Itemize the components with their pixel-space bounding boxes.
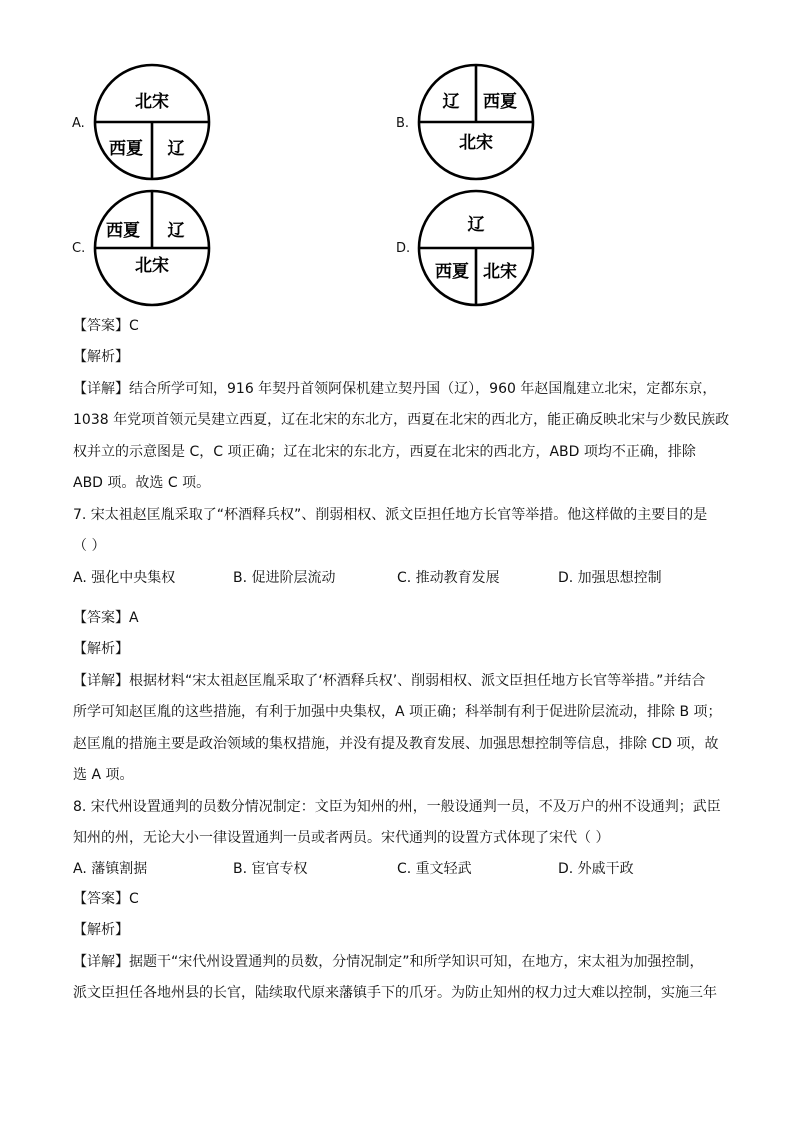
q8-detail-line-2: 派文臣担任各地州县的长官，陆续取代原来藩镇手下的爪牙。为防止知州的权力过大难以控制，实施三年 — [73, 985, 717, 1001]
option-a-letter: A. — [72, 116, 85, 131]
option-c-top-left-label: 西夏 — [106, 221, 140, 241]
option-d-bottom-right-label: 北宋 — [483, 262, 517, 282]
q6-detail-line-1: 【详解】结合所学可知，916 年契丹首领阿保机建立契丹国（辽），960 年赵国胤建立北宋，定都东京， — [73, 381, 717, 397]
q7-question-line-1: 7. 宋太祖赵匡胤采取了“杯酒释兵权”、削弱相权、派文臣担任地方长官等举措。他这样做的主要目的是 — [73, 507, 708, 523]
option-c-letter: C. — [72, 241, 86, 256]
option-b-top-left-label: 辽 — [442, 92, 460, 112]
q7-question-line-2: （ ） — [73, 538, 106, 554]
q6-detail-line-4: ABD 项。故选 C 项。 — [73, 475, 211, 491]
q7-option-b: B. 促进阶层流动 — [233, 570, 336, 586]
option-d-top-label: 辽 — [467, 215, 485, 235]
option-b-bottom-label: 北宋 — [459, 133, 493, 153]
q6-detail-line-3: 权并立的示意图是 C，C 项正确；辽在北宋的东北方，西夏在北宋的西北方，ABD 项均不正确，排除 — [73, 444, 696, 460]
q7-detail-line-2: 所学可知赵匡胤的这些措施，有利于加强中央集权，A 项正确；科举制有利于促进阶层流动，排除 B 项； — [73, 704, 722, 720]
q7-option-c: C. 推动教育发展 — [397, 570, 500, 586]
option-b-diagram — [418, 64, 538, 184]
option-b-top-right-label: 西夏 — [483, 92, 517, 112]
q7-detail-line-1: 【详解】根据材料“宋太祖赵匡胤采取了‘杯酒释兵权’、削弱相权、派文臣担任地方长官等举措。”并结合 — [73, 673, 706, 689]
q7-option-a: A. 强化中央集权 — [73, 570, 176, 586]
q8-option-d: D. 外戚干政 — [558, 861, 634, 877]
q8-question-line-1: 8. 宋代州设置通判的员数分情况制定：文臣为知州的州，一般设通判一员，不及万户的州不设通判；武臣 — [73, 799, 721, 815]
q8-option-b: B. 宦官专权 — [233, 861, 308, 877]
option-b-letter: B. — [396, 116, 410, 131]
option-a-diagram — [94, 64, 214, 184]
q7-detail-line-4: 选 A 项。 — [73, 767, 134, 783]
option-d-bottom-left-label: 西夏 — [435, 262, 469, 282]
option-c-bottom-label: 北宋 — [135, 256, 169, 276]
option-c-top-right-label: 辽 — [167, 221, 185, 241]
option-c-diagram — [94, 190, 214, 310]
option-a-top-label: 北宋 — [135, 92, 169, 112]
q7-answer: 【答案】A — [73, 610, 139, 626]
q6-answer: 【答案】C — [73, 318, 139, 334]
option-d-diagram — [418, 190, 538, 310]
q6-analysis-heading: 【解析】 — [73, 349, 129, 365]
q8-answer: 【答案】C — [73, 891, 139, 907]
q8-option-a: A. 藩镇割据 — [73, 861, 148, 877]
q8-detail-line-1: 【详解】据题干“宋代州设置通判的员数，分情况制定”和所学知识可知，在地方，宋太祖为加强控制， — [73, 954, 704, 970]
q7-option-d: D. 加强思想控制 — [558, 570, 662, 586]
q8-option-c: C. 重文轻武 — [397, 861, 472, 877]
q7-analysis-heading: 【解析】 — [73, 641, 129, 657]
q7-detail-line-3: 赵匡胤的措施主要是政治领域的集权措施，并没有提及教育发展、加强思想控制等信息，排除 CD 项，故 — [73, 736, 719, 752]
q8-question-line-2: 知州的州，无论大小一律设置通判一员或者两员。宋代通判的设置方式体现了宋代（ ） — [73, 830, 610, 846]
q8-analysis-heading: 【解析】 — [73, 922, 129, 938]
option-a-bottom-right-label: 辽 — [167, 139, 185, 159]
q6-detail-line-2: 1038 年党项首领元昊建立西夏，辽在北宋的东北方，西夏在北宋的西北方，能正确反映北宋与少数民族政 — [73, 412, 730, 428]
option-a-bottom-left-label: 西夏 — [109, 139, 143, 159]
option-d-letter: D. — [396, 241, 411, 256]
